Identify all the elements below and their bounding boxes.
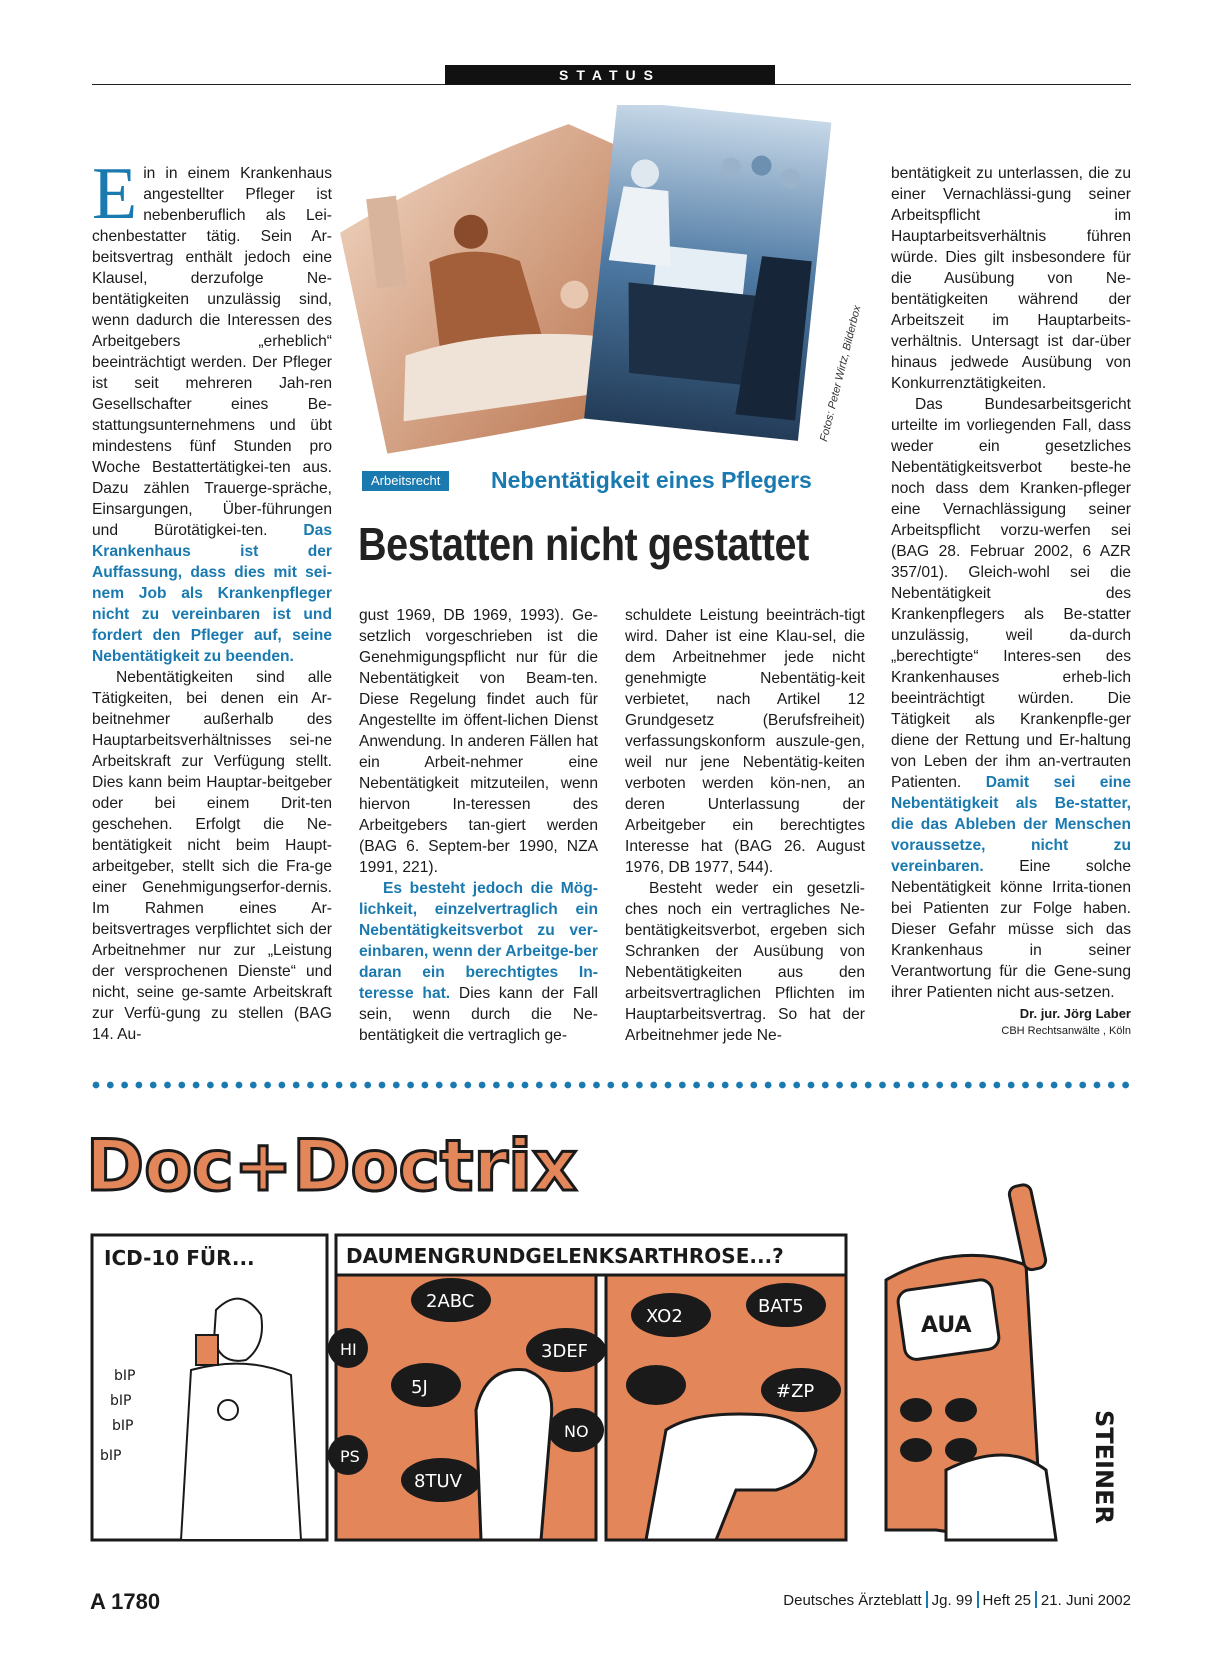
cartoon-panel-3 <box>606 1275 846 1540</box>
highlight-text: Es besteht jedoch die Mög-lichkeit, einzelvertraglich ein Nebentätigkeitsverbot zu ver-einbaren, wenn der Arbeitge-ber daran ein berechtigtes In-teresse hat. <box>359 880 598 1002</box>
section-label: STATUS <box>445 65 775 85</box>
separator-dot <box>493 1082 500 1089</box>
journal-volume: Jg. 99 <box>931 1592 973 1609</box>
separator-dot <box>178 1082 185 1089</box>
separator-dot <box>293 1082 300 1089</box>
journal-issue: Heft 25 <box>982 1592 1031 1609</box>
separator-dot <box>994 1082 1001 1089</box>
separator-dot <box>393 1082 400 1089</box>
separator-dot <box>193 1082 200 1089</box>
beep-text: bIP <box>100 1448 122 1464</box>
cartoon-panel-4 <box>886 1183 1118 1540</box>
separator-dot <box>207 1082 214 1089</box>
article-photo <box>340 105 900 455</box>
article-column-2 <box>359 605 598 1046</box>
separator-dot <box>1008 1082 1015 1089</box>
phone-key: BAT5 <box>758 1296 804 1317</box>
phone-key: #ZP <box>776 1381 815 1402</box>
separator-dot <box>279 1082 286 1089</box>
phone-screen-text: AUA <box>921 1313 972 1338</box>
separator-dot <box>879 1082 886 1089</box>
separator-dot <box>750 1082 757 1089</box>
separator-dot <box>1022 1082 1029 1089</box>
separator-dot <box>264 1082 271 1089</box>
separator-dot <box>1079 1082 1086 1089</box>
panel-1-caption: ICD-10 FÜR... <box>104 1246 255 1270</box>
paragraph <box>92 153 332 667</box>
paragraph <box>891 394 1131 1003</box>
paragraph: bentätigkeit zu unterlassen, die zu einer Vernachlässi-gung seiner Arbeitspflicht im Hauptarbeitsverhältnis führen würde. Dies gilt insbesondere für die Ausübung von Ne-bentätigkeiten während der Arbeitszeit im Hauptarbeits-verhältnis. Untersagt ist dar-über hinaus jedwede Ausübung von Konkurrenztätigkeiten. <box>891 165 1131 392</box>
body-text: in in einem Krankenhaus angestellter Pfleger ist nebenberuflich als Lei-chenbestatter tätig. Sein Ar-beitsvertrag enthält jedoch eine Klausel, derzufolge Ne-bentätigkeiten unzulässig sind, wenn dadurch die Interessen des Arbeitgebers „erheblich“ beeinträchtigt werden. Der Pfleger ist seit mehreren Jah-ren Gesellschafter eines Be-stattungsunternehmens und übt mindestens fünf Stunden pro Woche Bestattertätigkei-ten aus. Dazu zählen Trauerge-spräche, Einsargungen, Über-führungen und Bürotätigkei-ten. <box>92 165 332 539</box>
article-column-1 <box>92 153 332 1045</box>
phone-key: 8TUV <box>414 1471 462 1492</box>
cartoon-strip <box>86 1110 1166 1570</box>
separator-dot <box>565 1082 572 1089</box>
separator-dot <box>1094 1082 1101 1089</box>
author-name: Dr. jur. Jörg Laber <box>1019 1006 1131 1021</box>
body-text: Eine solche Nebentätigkeit könne Irrita-tionen bei Patienten zur Folge haben. Dieser Gefahr müsse sich das Krankenhaus in seiner Verantwortung für die Gene-sung ihrer Patienten nicht aus-setzen. <box>891 858 1131 1001</box>
separator-dot <box>708 1082 715 1089</box>
journal-name: Deutsches Ärzteblatt <box>783 1592 922 1609</box>
separator-dot <box>808 1082 815 1089</box>
photo-credit: Fotos: Peter Wirtz, Bilderbox <box>818 304 864 443</box>
separator-dot <box>736 1082 743 1089</box>
article-column-3 <box>625 605 865 1046</box>
journal-date: 21. Juni 2002 <box>1040 1592 1131 1609</box>
dotted-separator <box>92 1080 1132 1090</box>
cartoon-title: Doc+Doctrix <box>86 1125 578 1207</box>
separator-dot <box>1065 1082 1072 1089</box>
artist-signature: STEINER <box>1090 1410 1118 1524</box>
highlight-text: Damit sei eine Nebentätigkeit als Be-statter, die das Ableben der Menschen voraussetze, nicht zu vereinbaren. <box>891 774 1131 875</box>
separator-dot <box>422 1082 429 1089</box>
separator-dot <box>979 1082 986 1089</box>
footer-divider <box>926 1591 928 1608</box>
separator-dot <box>507 1082 514 1089</box>
phone-key: 5J <box>411 1377 428 1398</box>
phone-key: HI <box>340 1340 357 1359</box>
separator-dot <box>379 1082 386 1089</box>
separator-dot <box>679 1082 686 1089</box>
drop-cap: E <box>92 153 138 235</box>
separator-dot <box>865 1082 872 1089</box>
body-text: Dies kann der Fall sein, wenn durch die Ne-bentätigkeit die vertraglich ge- <box>359 985 598 1044</box>
beep-text: bIP <box>110 1393 132 1409</box>
separator-dot <box>779 1082 786 1089</box>
paragraph: Nebentätigkeiten sind alle Tätigkeiten, bei denen ein Ar-beitnehmer außerhalb des Hauptarbeitsverhältnisses sei-ne Arbeitskraft zur Verfügung stellt. Dies kann beim Hauptar-beitgeber oder bei einem Drit-ten geschehen. Erfolgt die Ne-bentätigkeit nicht beim Haupt-arbeitgeber, stellt sich die Fra-ge einer Genehmigungserfor-dernis. Im Rahmen eines Ar-beitsvertrages verpflichtet sich der Arbeitnehmer nur zur „Leistung der versprochenen Dienste“ und nicht, seine ge-samte Arbeitskraft zur Verfü-gung zu stellen (BAG 14. Au- <box>92 669 332 1043</box>
footer-divider <box>977 1591 979 1608</box>
paragraph <box>359 878 598 1046</box>
journal-footer <box>783 1591 1131 1609</box>
separator-dot <box>893 1082 900 1089</box>
separator-dot <box>536 1082 543 1089</box>
separator-dot <box>922 1082 929 1089</box>
separator-dot <box>765 1082 772 1089</box>
separator-dot <box>464 1082 471 1089</box>
separator-dot <box>622 1082 629 1089</box>
separator-dot <box>107 1082 114 1089</box>
phone-key: XO2 <box>646 1306 683 1327</box>
separator-dot <box>436 1082 443 1089</box>
separator-dot <box>951 1082 958 1089</box>
separator-dot <box>693 1082 700 1089</box>
separator-dot <box>1036 1082 1043 1089</box>
separator-dot <box>822 1082 829 1089</box>
separator-dot <box>665 1082 672 1089</box>
separator-dot <box>93 1082 100 1089</box>
article-headline: Bestatten nicht gestattet <box>358 518 809 570</box>
phone-key: NO <box>564 1422 589 1441</box>
paragraph: Besteht weder ein gesetzli-ches noch ein vertragliches Ne-bentätigkeitsverbot, ergeben sich Schranken der Ausübung von Nebentätigkeiten aus den arbeitsvertraglichen Pflichten im Hauptarbeitsvertrag. So hat der Arbeitnehmer jede Ne- <box>625 880 865 1044</box>
separator-dot <box>479 1082 486 1089</box>
article-subhead: Nebentätigkeit eines Pflegers <box>491 467 812 493</box>
page-number: A 1780 <box>90 1589 161 1614</box>
footer-divider <box>1035 1591 1037 1608</box>
separator-dot <box>121 1082 128 1089</box>
separator-dot <box>250 1082 257 1089</box>
separator-dot <box>407 1082 414 1089</box>
phone-key: 3DEF <box>541 1341 589 1362</box>
separator-dot <box>1051 1082 1058 1089</box>
separator-dot <box>579 1082 586 1089</box>
paragraph: gust 1969, DB 1969, 1993). Ge-setzlich vorgeschrieben ist die Genehmigungspflicht nur für die Nebentätigkeit von Beam-ten. Diese Regelung findet auch für Angestellte im öffent-lichen Dienst Anwendung. In anderen Fällen hat ein Arbeit-nehmer eine Nebentätigkeit mitzuteilen, wenn hiervon In-teressen des Arbeitgebers tan-giert werden (BAG 6. Septem-ber 1990, NZA 1991, 221). <box>359 607 598 876</box>
separator-dot <box>722 1082 729 1089</box>
separator-dot <box>307 1082 314 1089</box>
separator-dot <box>636 1082 643 1089</box>
phone-key: PS <box>340 1447 360 1466</box>
separator-dot <box>793 1082 800 1089</box>
separator-dot <box>1122 1082 1129 1089</box>
separator-dot <box>836 1082 843 1089</box>
author-affiliation: CBH Rechtsanwälte , Köln <box>1001 1025 1131 1037</box>
highlight-text: Das Krankenhaus ist der Auffassung, dass dies mit sei-nem Job als Krankenpfleger nicht zu vereinbaren ist und fordert den Pfleger auf, seine Nebentätigkeit zu beenden. <box>92 522 332 665</box>
separator-dot <box>136 1082 143 1089</box>
separator-dot <box>364 1082 371 1089</box>
separator-dot <box>221 1082 228 1089</box>
separator-dot <box>150 1082 157 1089</box>
paragraph: schuldete Leistung beeinträch-tigt wird. Daher ist eine Klau-sel, die dem Arbeitnehmer jede nicht genehmigte Nebentätig-keit verbietet, nach Artikel 12 Grundgesetz (Berufsfreiheit) verfassungskonform auszule-gen, weil nur jene Nebentätig-keiten verboten werden kön-nen, an deren Unterlassung der Arbeitgeber ein berechtigtes Interesse hat (BAG 26. August 1976, DB 1977, 544). <box>625 607 865 876</box>
separator-dot <box>321 1082 328 1089</box>
cartoon-panel-1 <box>92 1235 327 1540</box>
beep-text: bIP <box>114 1368 136 1384</box>
panel-2-caption: DAUMENGRUNDGELENKSARTHROSE...? <box>346 1244 784 1268</box>
separator-dot <box>164 1082 171 1089</box>
beep-text: bIP <box>112 1418 134 1434</box>
separator-dot <box>236 1082 243 1089</box>
separator-dot <box>450 1082 457 1089</box>
separator-dot <box>908 1082 915 1089</box>
body-text: Das Bundesarbeitsgericht urteilte im vorliegenden Fall, dass weder ein gesetzliches Nebentätigkeitsverbot beste-he noch dass dem Kranken-pfleger eine Vernachlässigung seiner Arbeitspflicht vorzu-werfen sei (BAG 28. Februar 2002, 6 AZR 357/01). Gleich-wohl sei die Nebentätigkeit des Krankenpflegers als Be-statter unzulässig, weil da-durch „berechtigte“ Interes-sen des Krankenhauses erheb-lich beeinträchtigt würden. Die Tätigkeit als Krankenpfle-ger diene der Rettung und Er-haltung von Leben der ihm an-vertrauten Patienten. <box>891 396 1131 791</box>
separator-dot <box>607 1082 614 1089</box>
separator-dot <box>593 1082 600 1089</box>
kicker-label: Arbeitsrecht <box>362 471 449 491</box>
separator-dot <box>336 1082 343 1089</box>
funeral-photo <box>584 105 831 441</box>
separator-dot <box>965 1082 972 1089</box>
separator-dot <box>1108 1082 1115 1089</box>
separator-dot <box>550 1082 557 1089</box>
separator-dot <box>650 1082 657 1089</box>
separator-dot <box>350 1082 357 1089</box>
separator-dot <box>851 1082 858 1089</box>
article-column-4 <box>891 163 1131 1024</box>
phone-key: 2ABC <box>426 1291 475 1312</box>
separator-dot <box>522 1082 529 1089</box>
separator-dot <box>936 1082 943 1089</box>
